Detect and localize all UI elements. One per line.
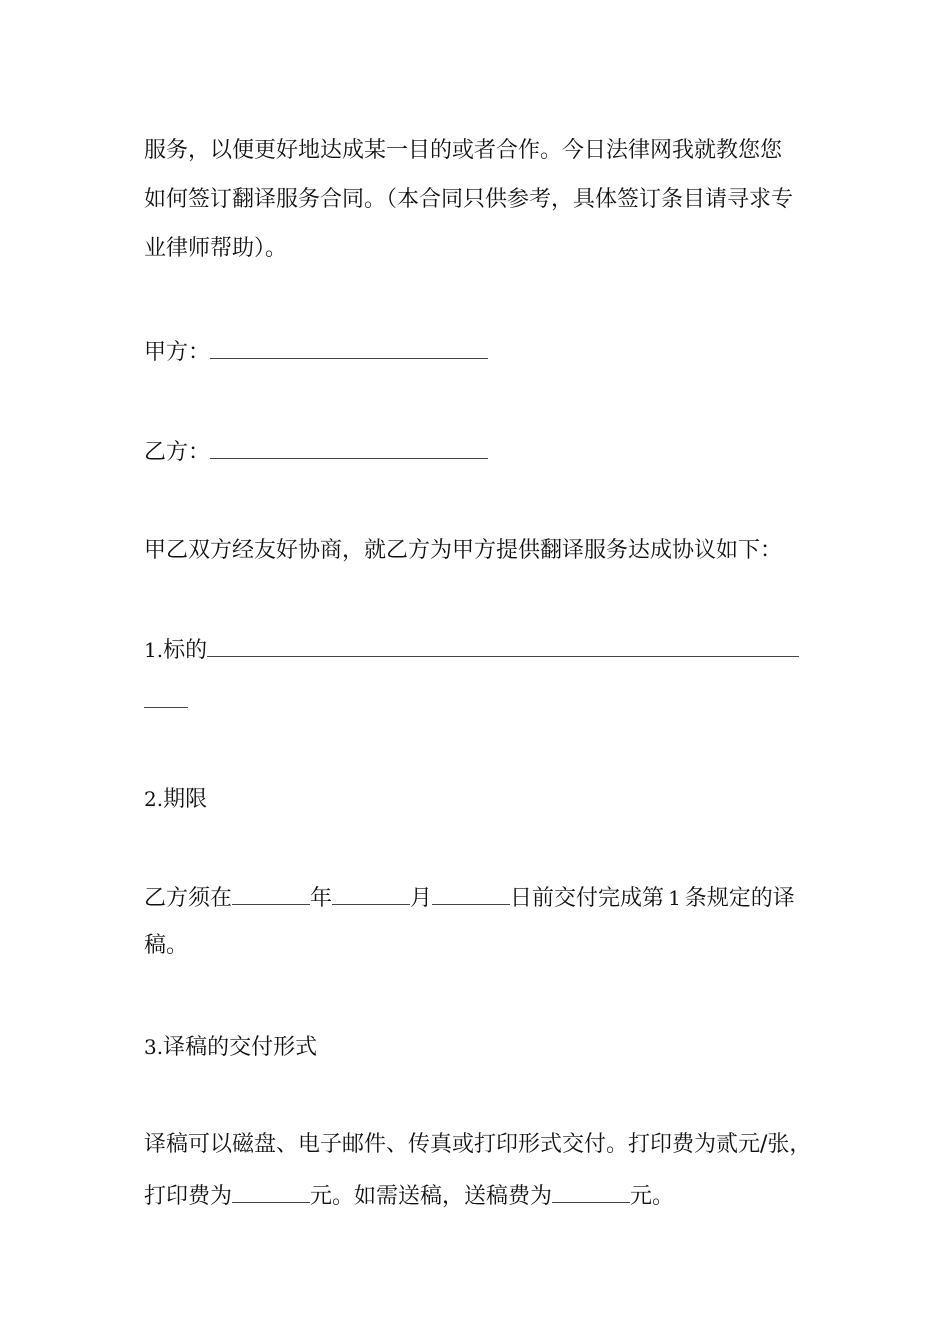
section-3-text-line-1: 译稿可以磁盘、电子邮件、传真或打印形式交付。打印费为贰元/张，: [144, 1132, 812, 1157]
deadline-text-c: 条规定的译: [684, 886, 795, 911]
party-b-label: 乙方：: [144, 440, 211, 465]
party-a-label: 甲方：: [144, 340, 211, 365]
delivery-fee-blank[interactable]: [552, 1180, 630, 1203]
delivery-fee-label: 元。如需送稿，送稿费为: [310, 1184, 553, 1209]
intro-line-2: 如何签订翻译服务合同。（本合同只供参考，具体签订条目请寻求专: [144, 187, 794, 212]
section-3-text-line-2: [144, 1180, 674, 1212]
party-b-blank[interactable]: [210, 436, 488, 459]
subject-blank-continuation[interactable]: [144, 707, 188, 708]
print-fee-blank[interactable]: [232, 1180, 310, 1203]
clause-number: 1: [668, 886, 681, 910]
section-2-heading: [144, 784, 207, 815]
section-1-number: 1.: [144, 638, 164, 662]
day-blank[interactable]: [432, 882, 510, 905]
year-blank[interactable]: [232, 882, 310, 905]
section-1-title: 标的: [163, 638, 208, 663]
month-blank[interactable]: [332, 882, 410, 905]
section-2-text-line-2: 稿。: [144, 933, 189, 958]
subject-blank[interactable]: [207, 634, 799, 657]
print-fee-label: 打印费为: [144, 1184, 233, 1209]
party-a-line: [144, 336, 488, 368]
party-b-line: [144, 436, 488, 468]
section-3-heading: [144, 1032, 317, 1063]
section-3-number: 3.: [144, 1035, 164, 1059]
section-2-text-line-1: [144, 882, 795, 914]
deadline-text-b: 日前交付完成第: [510, 886, 665, 911]
party-a-blank[interactable]: [210, 336, 488, 359]
section-2-title: 期限: [163, 787, 208, 812]
section-1-heading: [144, 634, 799, 666]
year-label: 年: [310, 886, 333, 911]
section-3-title: 译稿的交付形式: [163, 1035, 318, 1060]
intro-line-3: 业律师帮助）。: [144, 236, 288, 261]
deadline-text-a: 乙方须在: [144, 886, 233, 911]
intro-line-1: 服务，以便更好地达成某一目的或者合作。今日法律网我就教您您: [144, 138, 783, 163]
section-2-number: 2.: [144, 787, 164, 811]
preamble: 甲乙双方经友好协商，就乙方为甲方提供翻译服务达成协议如下：: [144, 538, 783, 563]
yuan-label: 元。: [630, 1184, 675, 1209]
month-label: 月: [410, 886, 433, 911]
